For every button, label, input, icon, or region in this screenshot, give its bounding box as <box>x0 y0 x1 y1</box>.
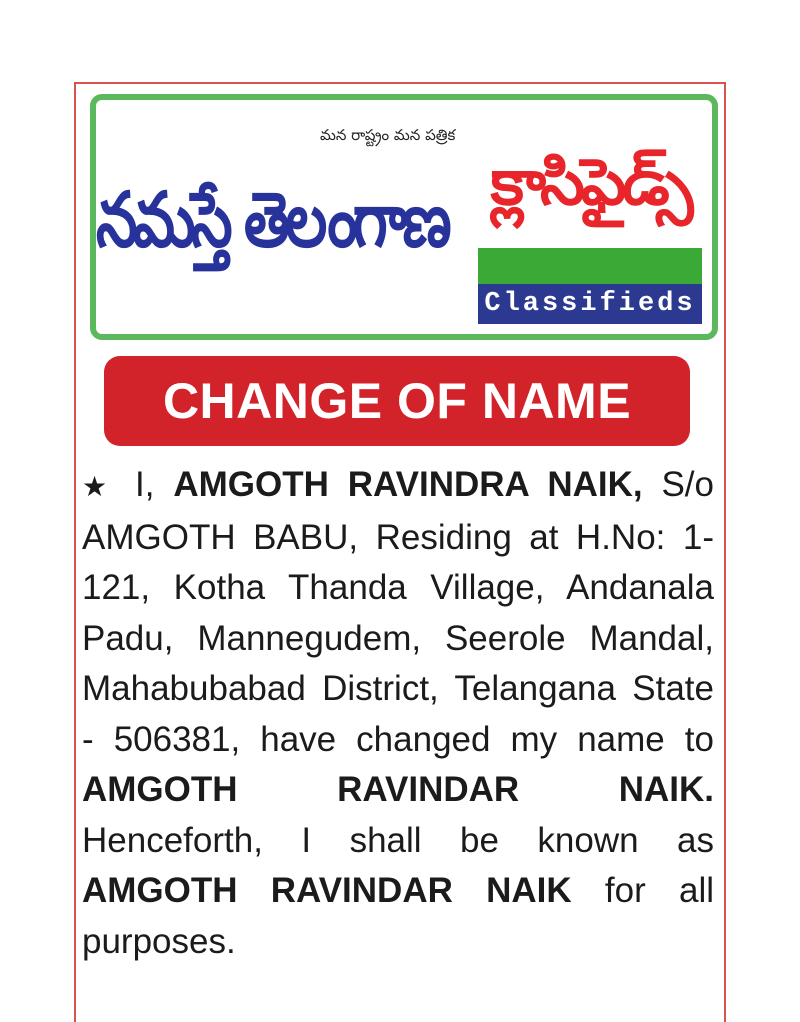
star-icon: ★ <box>82 471 117 502</box>
masthead-tagline: మన రాష్ట్రం మన పత్రిక <box>320 126 456 144</box>
classifieds-telugu-label: క్లాసిఫైడ్స్ <box>490 146 690 220</box>
new-name-repeat: AMGOTH RAVINDAR NAIK <box>82 871 572 910</box>
name-change-notice <box>82 460 714 967</box>
old-name: AMGOTH RAVINDRA NAIK, <box>173 465 643 504</box>
notice-text-4: for all purposes. <box>82 871 714 961</box>
section-headline: CHANGE OF NAME <box>104 356 690 446</box>
notice-text-2: S/o AMGOTH BABU, Residing at H.No: 1-121, Kotha Thanda Village, Andanala Padu, Mannegudem, Seerole Mandal, Mahabubabad District, Telangana State - 506381, have changed my name to <box>82 465 714 759</box>
notice-text-3: Henceforth, I shall be known as <box>82 820 714 860</box>
classifieds-green-band <box>478 248 702 284</box>
new-name: AMGOTH RAVINDAR NAIK. <box>82 770 714 809</box>
classifieds-logo <box>478 118 702 324</box>
classifieds-english-label: Classifieds <box>478 284 702 324</box>
newspaper-logo: నమస్తే తెలంగాణ <box>96 175 447 264</box>
notice-text-1: I, <box>116 465 174 504</box>
